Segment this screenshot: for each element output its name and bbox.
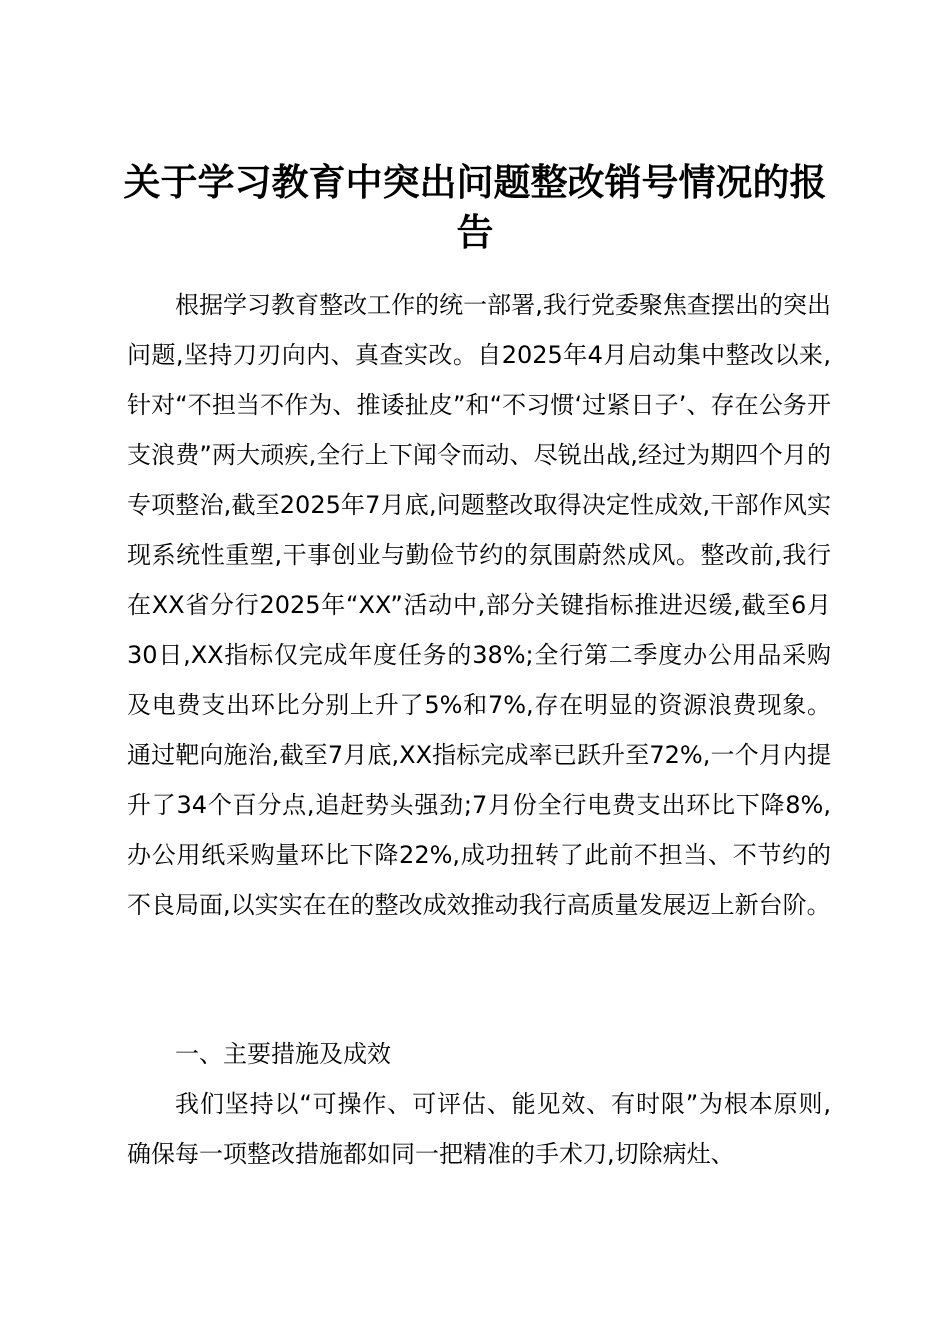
measures-paragraph: 我们坚持以“可操作、可评估、能见效、有时限”为根本原则,确保每一项整改措施都如同一把精准的手术刀,切除病灶、 [127, 1090, 831, 1168]
intro-paragraph: 根据学习教育整改工作的统一部署,我行党委聚焦查摆出的突出问题,坚持刀刃向内、真查实改。自2025年4月启动集中整改以来,针对“不担当不作为、推诿扯皮”和“不习惯‘过紧日子’、存在公务开支浪费”两大顽疾,全行上下闻令而动、尽锐出战,经过为期四个月的专项整治,截至2025年7月底,问题整改取得决定性成效,干部作风实现系统性重塑,干事创业与勤俭节约的氛围蔚然成风。整改前,我行在XX省分行2025年“XX”活动中,部分关键指标推进迟缓,截至6月30日,XX指标仅完成年度任务的38%;全行第二季度办公用品采购及电费支出环比分别上升了5%和7%,存在明显的资源浪费现象。通过靶向施治,截至7月底,XX指标完成率已跃升至72%,一个月内提升了34个百分点,追赶势头强劲;7月份全行电费支出环比下降8%,办公用纸采购量环比下降22%,成功扭转了此前不担当、不节约的不良局面,以实实在在的整改成效推动我行高质量发展迈上新台阶。 [127, 291, 831, 919]
section-heading-main-measures: 一、主要措施及成效 [175, 1040, 391, 1068]
document-title: 关于学习教育中突出问题整改销号情况的报告 [123, 161, 827, 254]
